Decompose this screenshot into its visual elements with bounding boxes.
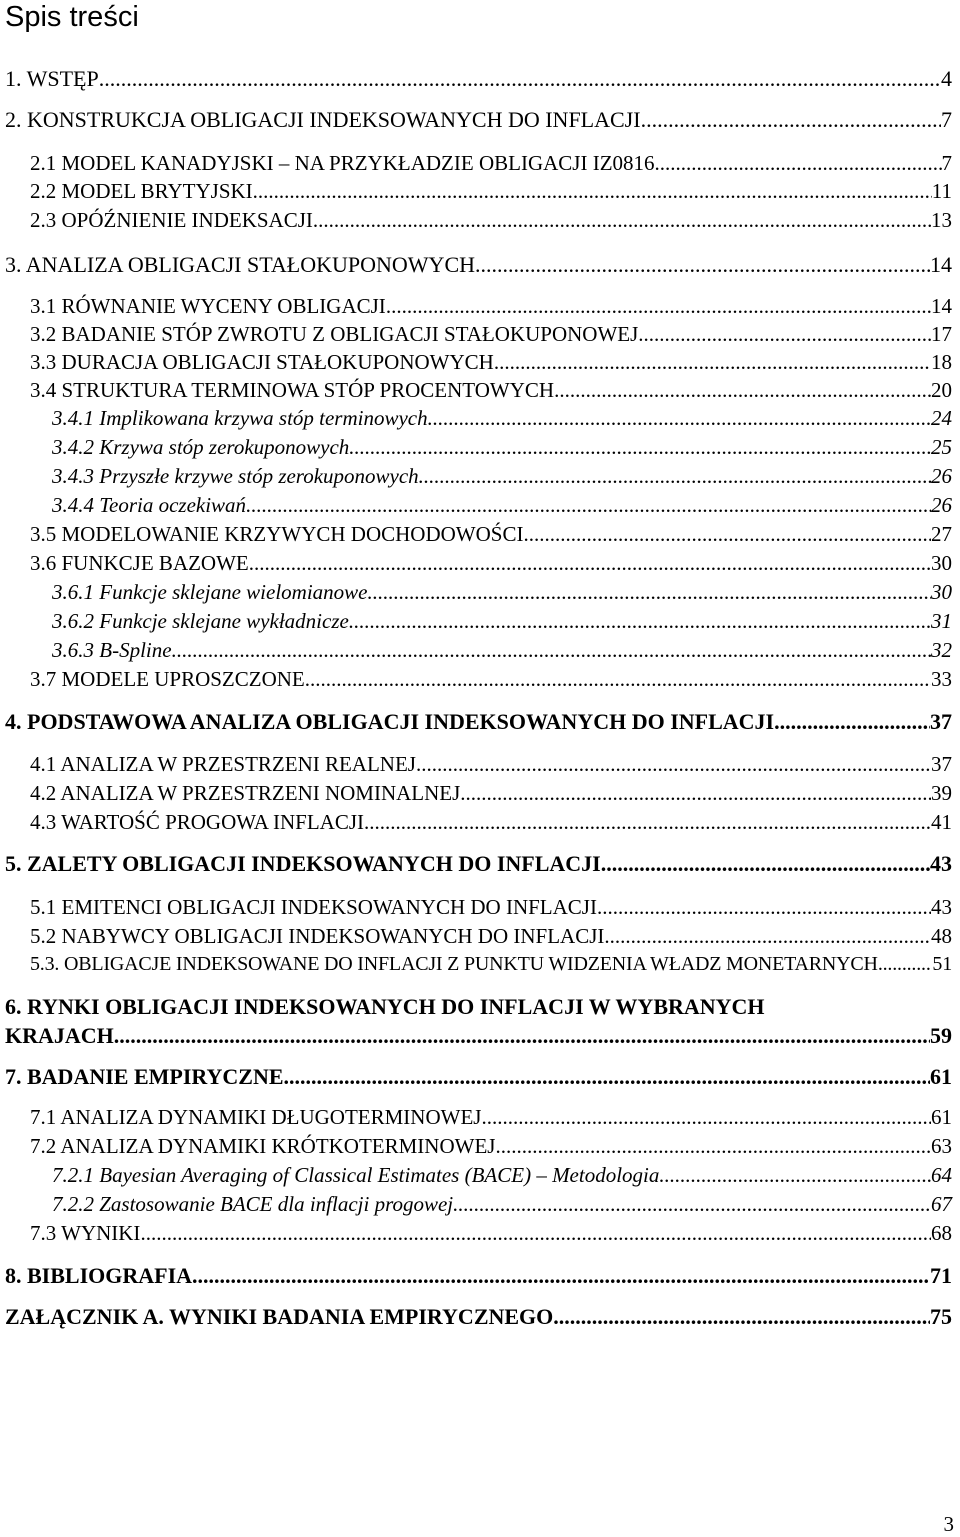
toc-entry-2-1[interactable]: [30, 151, 952, 176]
toc-entry-page: 71: [930, 1263, 952, 1288]
page-number: 3: [943, 1512, 954, 1536]
page-title: Spis treści: [5, 1, 139, 33]
toc-dot-leader: [495, 1134, 931, 1159]
toc-entry-page: 4: [941, 66, 952, 91]
toc-entry-page: 43: [931, 895, 952, 919]
toc-entry-page: 37: [931, 752, 952, 776]
toc-entry-page: 32: [931, 638, 952, 662]
toc-entry-page: 17: [931, 322, 952, 346]
toc-entry-page: 41: [931, 810, 952, 834]
toc-entry-5-2[interactable]: [30, 924, 952, 949]
toc-entry-chapter-1[interactable]: [5, 66, 952, 92]
toc-entry-title: 7.2 ANALIZA DYNAMIKI KRÓTKOTERMINOWEJ: [30, 1134, 496, 1158]
toc-entry-3-7[interactable]: [30, 667, 952, 692]
toc-entry-title: ZAŁĄCZNIK A. WYNIKI BADANIA EMPIRYCZNEGO: [5, 1304, 554, 1329]
toc-dot-leader: [523, 522, 931, 547]
toc-entry-page: 14: [931, 294, 952, 318]
toc-dot-leader: [601, 851, 930, 877]
toc-dot-leader: [460, 781, 931, 806]
toc-dot-leader: [253, 179, 932, 204]
toc-entry-title: 3.7 MODELE UPROSZCZONE: [30, 667, 305, 691]
toc-entry-title: 4.3 WARTOŚĆ PROGOWA INFLACJI: [30, 810, 365, 834]
toc-entry-page: 24: [931, 406, 952, 430]
toc-dot-leader: [604, 924, 931, 949]
toc-dot-leader: [313, 208, 931, 233]
toc-entry-page: 43: [930, 851, 952, 876]
toc-entry-3-1[interactable]: [30, 294, 952, 319]
toc-entry-chapter-5[interactable]: [5, 851, 952, 877]
toc-entry-page: 11: [931, 179, 952, 203]
toc-entry-3-5[interactable]: [30, 522, 952, 547]
toc-entry-5-1[interactable]: [30, 895, 952, 920]
toc-entry-title: 3.6.2 Funkcje sklejane wykładnicze: [52, 609, 349, 633]
toc-dot-leader: [349, 609, 931, 634]
toc-dot-leader: [349, 435, 931, 460]
toc-dot-leader: [453, 1192, 931, 1217]
toc-entry-page: 30: [931, 580, 952, 604]
toc-entry-7-1[interactable]: [30, 1105, 952, 1130]
toc-entry-4-1[interactable]: [30, 752, 952, 777]
toc-entry-appendix-a[interactable]: [5, 1304, 952, 1330]
toc-dot-leader: [878, 953, 933, 976]
toc-entry-title: 2.1 MODEL KANADYJSKI – NA PRZYKŁADZIE OBLIGACJI IZ0816: [30, 151, 655, 175]
toc-dot-leader: [774, 709, 930, 735]
toc-entry-3-6-3[interactable]: [52, 638, 952, 663]
toc-entry-3-6-2[interactable]: [52, 609, 952, 634]
toc-dot-leader: [119, 1023, 930, 1049]
toc-dot-leader: [305, 667, 931, 692]
toc-entry-page: 20: [931, 378, 952, 402]
toc-entry-page: 7: [941, 151, 952, 175]
toc-entry-title: 2.3 OPÓŹNIENIE INDEKSACJI: [30, 208, 313, 232]
toc-entry-7-2[interactable]: [30, 1134, 952, 1159]
toc-entry-chapter-8[interactable]: [5, 1263, 952, 1289]
toc-entry-3-4[interactable]: [30, 378, 952, 403]
toc-entry-4-2[interactable]: [30, 781, 952, 806]
toc-entry-page: 39: [931, 781, 952, 805]
toc-entry-chapter-2[interactable]: [5, 107, 952, 133]
toc-entry-title: 3. ANALIZA OBLIGACJI STAŁOKUPONOWYCH: [5, 252, 476, 277]
toc-entry-chapter-6-line-1[interactable]: [5, 994, 765, 1020]
toc-entry-title: 1. WSTĘP: [5, 66, 99, 91]
toc-entry-title: 4.2 ANALIZA W PRZESTRZENI NOMINALNEJ: [30, 781, 461, 805]
toc-entry-title: 4.1 ANALIZA W PRZESTRZENI REALNEJ: [30, 752, 416, 776]
toc-entry-7-2-1[interactable]: [52, 1163, 952, 1188]
toc-entry-title: 5.2 NABYWCY OBLIGACJI INDEKSOWANYCH DO INFLACJI: [30, 924, 605, 948]
toc-entry-page: 27: [931, 522, 952, 546]
toc-entry-page: 48: [931, 924, 952, 948]
toc-entry-title: 3.4 STRUKTURA TERMINOWA STÓP PROCENTOWYCH: [30, 378, 555, 402]
toc-entry-chapter-3[interactable]: [5, 252, 952, 278]
toc-entry-page: 61: [930, 1064, 952, 1089]
toc-entry-title: 7.2.2 Zastosowanie BACE dla inflacji progowej: [52, 1192, 454, 1216]
toc-dot-leader: [659, 1163, 931, 1188]
toc-entry-title: 5.1 EMITENCI OBLIGACJI INDEKSOWANYCH DO INFLACJI: [30, 895, 597, 919]
toc-dot-leader: [494, 350, 931, 375]
toc-entry-chapter-7[interactable]: [5, 1064, 952, 1090]
toc-dot-leader: [172, 638, 931, 663]
toc-entry-page: 63: [931, 1134, 952, 1158]
toc-entry-page: 37: [930, 709, 952, 734]
toc-dot-leader: [655, 151, 942, 176]
toc-dot-leader: [246, 493, 931, 518]
toc-entry-page: 64: [931, 1163, 952, 1187]
toc-dot-leader: [192, 1263, 930, 1289]
toc-entry-page: 61: [931, 1105, 952, 1129]
toc-entry-chapter-4[interactable]: [5, 709, 952, 735]
toc-entry-page: 30: [931, 551, 952, 575]
toc-entry-title: 3.6.1 Funkcje sklejane wielomianowe: [52, 580, 368, 604]
toc-entry-3-2[interactable]: [30, 322, 952, 347]
toc-entry-4-3[interactable]: [30, 810, 952, 835]
toc-entry-page: 31: [931, 609, 952, 633]
toc-entry-3-3[interactable]: [30, 350, 952, 375]
toc-entry-title: 3.6.3 B-Spline: [52, 638, 172, 662]
toc-entry-title: 4. PODSTAWOWA ANALIZA OBLIGACJI INDEKSOWANYCH DO INFLACJI: [5, 709, 775, 734]
toc-dot-leader: [249, 551, 931, 576]
toc-dot-leader: [554, 378, 931, 403]
toc-dot-leader: [481, 1105, 931, 1130]
toc-dot-leader: [419, 464, 931, 489]
toc-entry-title: 5. ZALETY OBLIGACJI INDEKSOWANYCH DO INFLACJI: [5, 851, 601, 876]
toc-entry-page: 33: [931, 667, 952, 691]
toc-dot-leader: [368, 580, 931, 605]
toc-entry-page: 26: [931, 464, 952, 488]
toc-entry-title: 7.1 ANALIZA DYNAMIKI DŁUGOTERMINOWEJ: [30, 1105, 482, 1129]
toc-entry-title: 3.5 MODELOWANIE KRZYWYCH DOCHODOWOŚCI: [30, 522, 524, 546]
toc-entry-2-3[interactable]: [30, 208, 952, 233]
toc-entry-page: 59: [930, 1023, 952, 1048]
toc-entry-3-6-1[interactable]: [52, 580, 952, 605]
toc-entry-title: 3.2 BADANIE STÓP ZWROTU Z OBLIGACJI STAŁOKUPONOWEJ: [30, 322, 639, 346]
toc-entry-title: 7.3 WYNIKI: [30, 1221, 141, 1245]
toc-entry-3-4-2[interactable]: [52, 435, 952, 460]
toc-entry-5-3[interactable]: [30, 953, 952, 976]
toc-entry-3-4-4[interactable]: [52, 493, 952, 518]
toc-entry-page: 14: [930, 252, 952, 277]
toc-dot-leader: [140, 1221, 931, 1246]
toc-entry-7-2-2[interactable]: [52, 1192, 952, 1217]
toc-entry-7-3[interactable]: [30, 1221, 952, 1246]
toc-dot-leader: [364, 810, 931, 835]
toc-dot-leader: [416, 752, 931, 777]
toc-entry-title: 3.4.1 Implikowana krzywa stóp terminowych: [52, 406, 428, 430]
toc-entry-page: 67: [931, 1192, 952, 1216]
toc-entry-page: 13: [931, 208, 952, 232]
toc-entry-title: 6. RYNKI OBLIGACJI INDEKSOWANYCH DO INFLACJI W WYBRANYCH: [5, 994, 765, 1019]
toc-entry-3-4-1[interactable]: [52, 406, 952, 431]
toc-entry-title: 7. BADANIE EMPIRYCZNE: [5, 1064, 284, 1089]
toc-dot-leader: [553, 1304, 930, 1330]
toc-entry-title: 7.2.1 Bayesian Averaging of Classical Estimates (BACE) – Metodologia: [52, 1163, 660, 1187]
toc-entry-title: KRAJACH.: [5, 1023, 120, 1048]
toc-dot-leader: [475, 252, 930, 278]
toc-entry-2-2[interactable]: [30, 179, 952, 204]
toc-entry-title: 3.4.2 Krzywa stóp zerokuponowych: [52, 435, 350, 459]
toc-dot-leader: [428, 406, 931, 431]
toc-entry-title: 3.4.3 Przyszłe krzywe stóp zerokuponowych: [52, 464, 419, 488]
toc-entry-chapter-6-line-2[interactable]: [5, 1023, 952, 1049]
toc-entry-page: 25: [931, 435, 952, 459]
toc-entry-title: 3.6 FUNKCJE BAZOWE: [30, 551, 249, 575]
toc-entry-page: 7: [941, 107, 952, 132]
toc-entry-title: 8. BIBLIOGRAFIA: [5, 1263, 193, 1288]
toc-entry-title: 3.4.4 Teoria oczekiwań: [52, 493, 247, 517]
toc-entry-page: 26: [931, 493, 952, 517]
toc-entry-page: 18: [931, 350, 952, 374]
toc-dot-leader: [99, 66, 941, 92]
toc-dot-leader: [638, 322, 931, 347]
toc-entry-page: 68: [931, 1221, 952, 1245]
toc-entry-3-4-3[interactable]: [52, 464, 952, 489]
toc-dot-leader: [284, 1064, 930, 1090]
toc-entry-3-6[interactable]: [30, 551, 952, 576]
toc-dot-leader: [386, 294, 931, 319]
toc-entry-page: 51: [932, 953, 952, 975]
toc-entry-title: 2.2 MODEL BRYTYJSKI: [30, 179, 253, 203]
toc-dot-leader: [641, 107, 941, 133]
toc-entry-title: 3.3 DURACJA OBLIGACJI STAŁOKUPONOWYCH: [30, 350, 494, 374]
toc-dot-leader: [597, 895, 931, 920]
toc-entry-title: 3.1 RÓWNANIE WYCENY OBLIGACJI: [30, 294, 386, 318]
toc-entry-title: 5.3. OBLIGACJE INDEKSOWANE DO INFLACJI Z PUNKTU WIDZENIA WŁADZ MONETARNYCH: [30, 953, 878, 975]
toc-entry-title: 2. KONSTRUKCJA OBLIGACJI INDEKSOWANYCH DO INFLACJI: [5, 107, 641, 132]
toc-entry-page: 75: [930, 1304, 952, 1329]
